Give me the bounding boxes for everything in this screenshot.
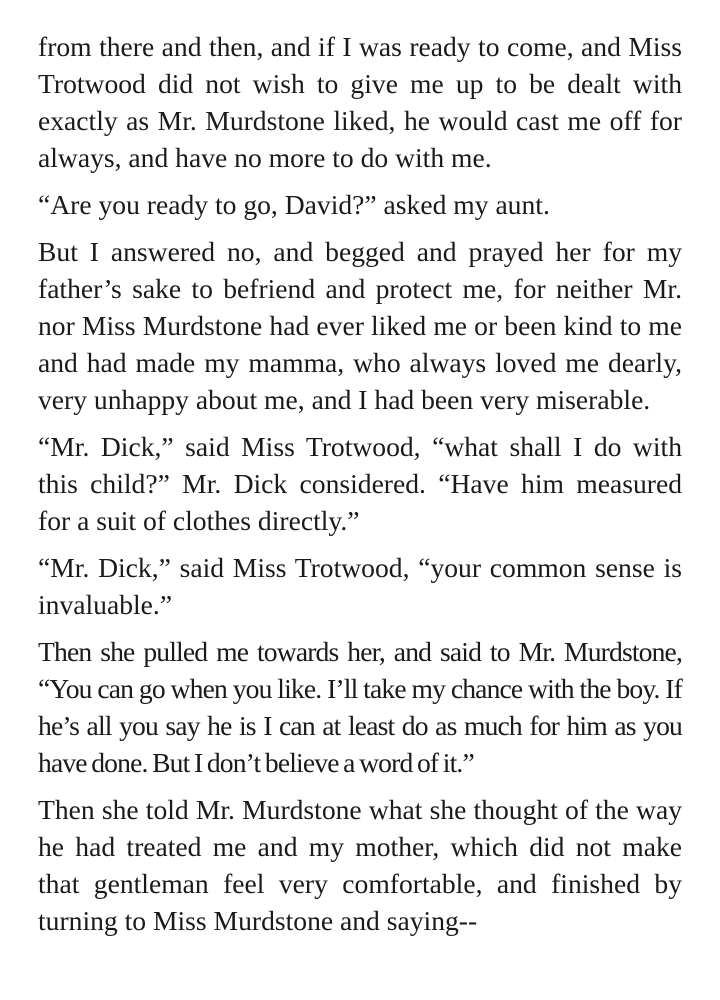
paragraph-5: “Mr. Dick,” said Miss Trotwood, “your common sense is invaluable.” bbox=[38, 552, 682, 620]
paragraph-6: Then she pulled me towards her, and said to Mr. Murdstone, “You can go when you like. I’ll take my chance with the boy. If he’s all you say he is I can at least do as much for him as you have done. But I don’t believe a word of it.” bbox=[38, 636, 682, 778]
paragraph-1: from there and then, and if I was ready to come, and Miss Trotwood did not wish to give me up to be dealt with exactly as Mr. Murdstone liked, he would cast me off for always, and have no more to do with me. bbox=[38, 31, 682, 173]
book-page bbox=[38, 28, 682, 949]
paragraph-7: Then she told Mr. Murdstone what she thought of the way he had treated me and my mother, which did not make that gentleman feel very comfortable, and finished by turning to Miss Murdstone and saying-- bbox=[38, 794, 682, 936]
paragraph-3: But I answered no, and begged and prayed her for my father’s sake to befriend and protect me, for neither Mr. nor Miss Murdstone had ever liked me or been kind to me and had made my mamma, who always loved me dearly, very unhappy about me, and I had been very miserable. bbox=[38, 236, 682, 415]
paragraph-2: “Are you ready to go, David?” asked my aunt. bbox=[38, 189, 550, 220]
paragraph-4: “Mr. Dick,” said Miss Trotwood, “what shall I do with this child?” Mr. Dick considered. “Have him measured for a suit of clothes directly.” bbox=[38, 431, 682, 536]
